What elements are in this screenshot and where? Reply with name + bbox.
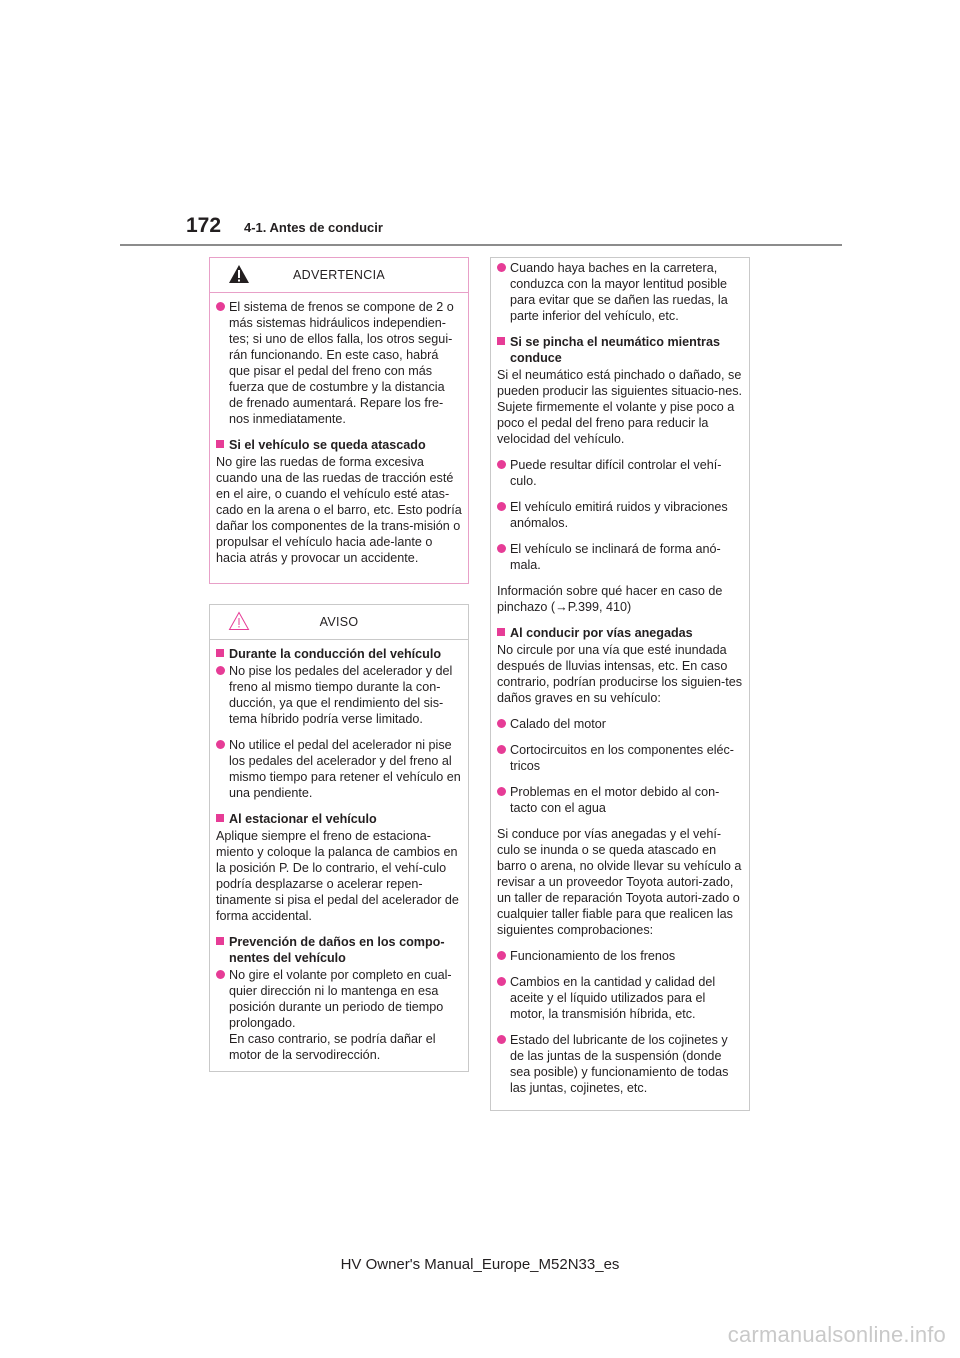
notice-box <box>209 604 469 1072</box>
paragraph: Si conduce por vías anegadas y el vehí-culo se inunda o se queda atascado en barro o arena, no olvide llevar su vehículo a revisar a un proveedor Toyota autori-zado, un taller de reparación Toyota autori-zado o cualquier taller fiable para que realicen las siguientes comprobaciones: <box>497 827 742 937</box>
square-bullet-icon <box>216 440 224 448</box>
subheading: Prevención de daños en los compo-nentes del vehículo <box>216 934 462 966</box>
bullet-icon <box>216 740 225 749</box>
list-item: Cortocircuitos en los componentes eléc-tricos <box>497 742 743 774</box>
section-title: 4-1. Antes de conducir <box>244 220 383 235</box>
page-number: 172 <box>186 214 222 237</box>
bullet-icon <box>216 666 225 675</box>
list-item: El sistema de frenos se compone de 2 o más sistemas hidráulicos independien-tes; si uno de ellos falla, los otros segui-rán funcionando. En este caso, habrá que pisar el pedal del freno con más fuerza que de costumbre y la distancia de frenado aumentará. Repare los fre-nos inmediatamente. <box>216 299 462 427</box>
paragraph: Si el neumático está pinchado o dañado, se pueden producir las siguientes situacio-nes. Sujete firmemente el volante y pise poco a poco el pedal del freno para reducir la velocidad del vehículo. <box>497 368 743 446</box>
list-item: Puede resultar difícil controlar el vehí-culo. <box>497 457 743 489</box>
bullet-icon <box>216 302 225 311</box>
bullet-icon <box>497 745 506 754</box>
subheading: Durante la conducción del vehículo <box>216 646 462 662</box>
bullet-icon <box>497 460 506 469</box>
bullet-icon <box>497 977 506 986</box>
list-item: Estado del lubricante de los cojinetes y de las juntas de la suspensión (donde sea posible) y funcionamiento de todas las juntas, cojinetes, etc. <box>497 1032 743 1096</box>
bullet-icon <box>497 1035 506 1044</box>
notice-title: AVISO <box>319 615 359 629</box>
list-item: Funcionamiento de los frenos <box>497 948 743 964</box>
square-bullet-icon <box>216 649 224 657</box>
subheading: Si se pincha el neumático mientras conduce <box>497 334 743 366</box>
caution-triangle-icon <box>228 611 250 631</box>
list-item: Calado del motor <box>497 716 743 732</box>
list-item: Problemas en el motor debido al con-tacto con el agua <box>497 784 743 816</box>
warning-triangle-icon <box>228 264 250 284</box>
footer-text: HV Owner's Manual_Europe_M52N33_es <box>340 1256 620 1273</box>
square-bullet-icon <box>497 628 505 636</box>
paragraph: No circule por una vía que esté inundada después de lluvias intensas, etc. En caso contrario, podrían producirse los siguien-tes daños graves en su vehículo: <box>497 643 743 705</box>
warning-header <box>210 258 468 293</box>
warning-box <box>209 257 469 584</box>
warning-title: ADVERTENCIA <box>293 268 385 282</box>
bullet-icon <box>497 502 506 511</box>
continued-warning-box <box>490 257 750 1111</box>
subheading: Si el vehículo se queda atascado <box>216 437 462 453</box>
list-item: Cambios en la cantidad y calidad del aceite y el líquido utilizados para el motor, la transmisión híbrida, etc. <box>497 974 743 1022</box>
subheading: Al conducir por vías anegadas <box>497 625 743 641</box>
list-item: El vehículo emitirá ruidos y vibraciones anómalos. <box>497 499 743 531</box>
paragraph: No gire las ruedas de forma excesiva cuando una de las ruedas de tracción esté en el aire, o cuando el vehículo esté atas-cado en la arena o el barro, etc. Esto podría dañar los componentes de la trans-misión o propulsar el vehículo hacia ade-lante o hacia atrás y provocar un accidente. <box>216 455 462 565</box>
paragraph: Aplique siempre el freno de estaciona-miento y coloque la palanca de cambios en la posición P. De lo contrario, el vehí-culo podría desplazarse o acelerar repen-tinamente si pisa el pedal del acelerador de forma accidental. <box>216 829 459 923</box>
list-item: No utilice el pedal del acelerador ni pise los pedales del acelerador y del freno al mismo tiempo para retener el vehículo en una pendiente. <box>216 737 462 801</box>
list-item: El vehículo se inclinará de forma anó-mala. <box>497 541 743 573</box>
notice-header <box>210 605 468 640</box>
list-item: No pise los pedales del acelerador y del freno al mismo tiempo durante la con-ducción, ya que el rendimiento del sis-tema híbrido podría verse limitado. <box>216 663 462 727</box>
subheading: Al estacionar el vehículo <box>216 811 462 827</box>
list-item: Cuando haya baches en la carretera, conduzca con la mayor lentitud posible para evitar que se dañen las ruedas, la parte inferior del vehículo, etc. <box>497 260 743 324</box>
bullet-icon <box>497 787 506 796</box>
list-item: No gire el volante por completo en cual-quier dirección ni lo mantenga en esa posición durante un periodo de tiempo prolongado. En caso contrario, se podría dañar el motor de la servodirección. <box>216 967 462 1063</box>
square-bullet-icon <box>497 337 505 345</box>
watermark: carmanualsonline.info <box>727 1322 946 1347</box>
page-reference: Información sobre qué hacer en caso de pinchazo (→P.399, 410) <box>497 584 723 614</box>
bullet-icon <box>497 544 506 553</box>
square-bullet-icon <box>216 937 224 945</box>
bullet-icon <box>497 719 506 728</box>
square-bullet-icon <box>216 814 224 822</box>
bullet-icon <box>216 970 225 979</box>
header-divider <box>120 244 842 246</box>
bullet-icon <box>497 951 506 960</box>
bullet-icon <box>497 263 506 272</box>
